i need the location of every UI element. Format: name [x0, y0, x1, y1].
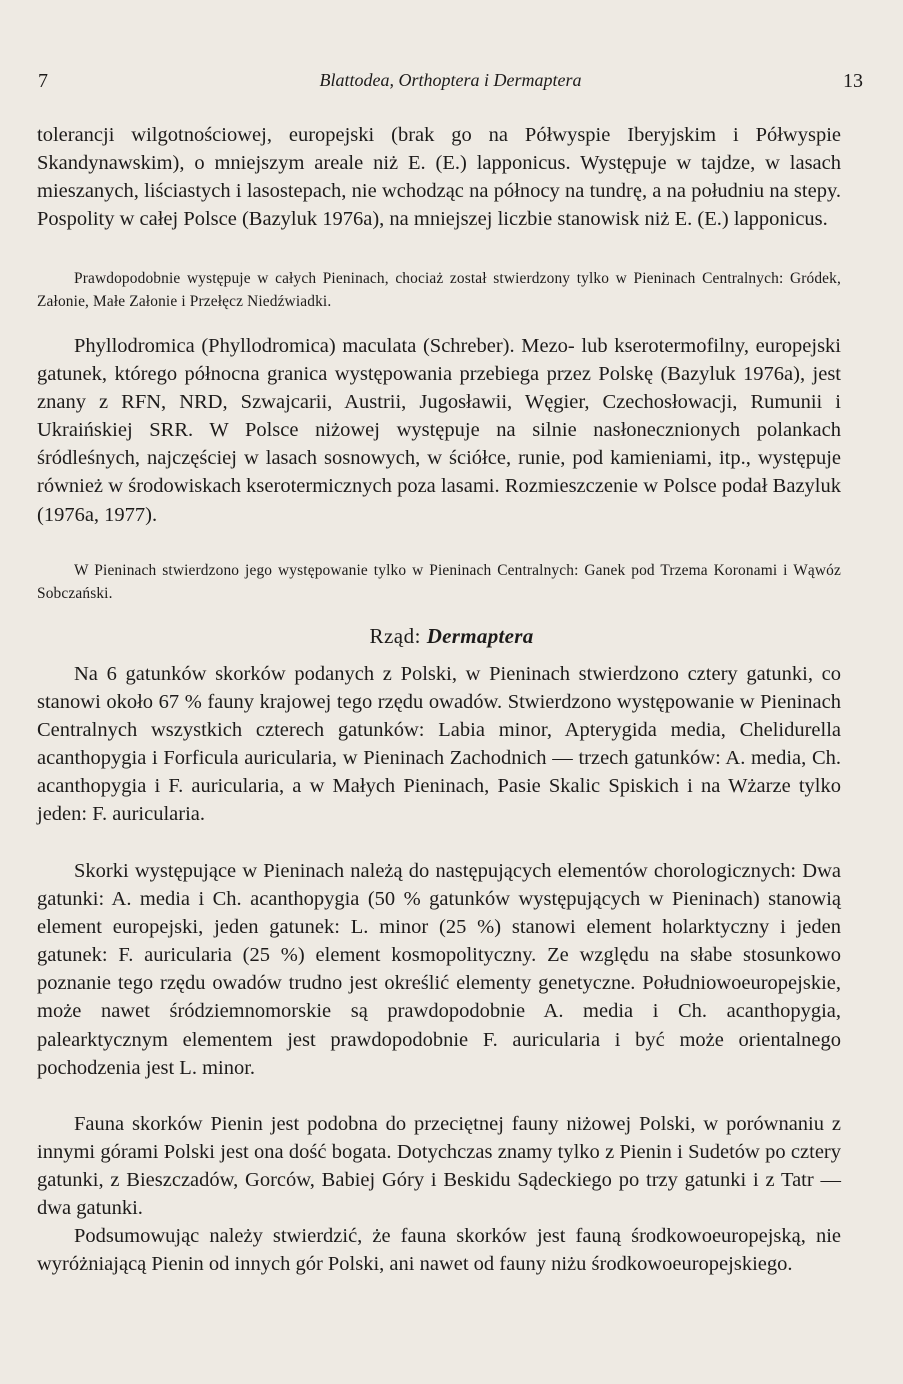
section-heading — [0, 624, 903, 649]
page-number-left: 7 — [38, 70, 48, 92]
paragraph-tolerance: tolerancji wilgotnościowej, europejski (brak go na Półwyspie Iberyjskim i Półwyspie Skandynawskim), o mniejszym areale niż E. (E.) lapponicus. Występuje w tajdze, w lasach mieszanych, liściastych i lasostepach, nie wchodząc na północy na tundrę, a na południu na stepy. Pospolity w całej Polsce (Bazyluk 1976a), na mniejszej liczbie stanowisk niż E. (E.) lapponicus. — [37, 124, 841, 231]
note-pieniny-occurrence-1: Prawdopodobnie występuje w całych Pieninach, chociaż został stwierdzony tylko w Pieninach Centralnych: Gródek, Załonie, Małe Załonie i Przełęcz Niedźwiadki. — [37, 270, 841, 310]
paragraph-dermaptera-species: Na 6 gatunków skorków podanych z Polski, w Pieninach stwierdzono cztery gatunki, co stanowi około 67 % fauny krajowej tego rzędu owadów. Stwierdzono występowanie w Pieninach Centralnych wszystkich czterech gatunków: Labia minor, Apterygida media, Chelidurella acanthopygia i Forficula auricularia, w Pieninach Zachodnich — trzech gatunków: A. media, Ch. acanthopygia i F. auricularia, a w Małych Pieninach, Pasie Skalic Spiskich i na Wżarze tylko jeden: F. auricularia. — [37, 663, 841, 826]
paragraph-phyllodromica: Phyllodromica (Phyllodromica) maculata (Schreber). Mezo- lub kserotermofilny, europejski gatunek, którego północna granica występowania przebiega przez Polskę (Bazyluk 1976a), jest znany z RFN, NRD, Szwajcarii, Austrii, Jugosławii, Węgier, Czechosłowacji, Rumunii i Ukraińskiej SRR. W Polsce niżowej występuje na silnie nasłonecznionych polankach śródleśnych, najczęściej w lasach sosnowych, w ściółce, runie, pod kamieniami, itp., występuje również w środowiskach kserotermicznych poza lasami. Rozmieszczenie w Polsce podał Bazyluk (1976a, 1977). — [37, 335, 841, 526]
note-pieniny-occurrence-2: W Pieninach stwierdzono jego występowanie tylko w Pieninach Centralnych: Ganek pod Trzema Koronami i Wąwóz Sobczański. — [37, 562, 841, 602]
section-heading-name: Dermaptera — [426, 624, 534, 648]
section-heading-prefix: Rząd: — [369, 624, 427, 648]
paragraph-summary: Podsumowując należy stwierdzić, że fauna skorków jest fauną środkowoeuropejską, nie wyróżniającą Pienin od innych gór Polski, ani nawet od fauny niżu środkowoeuropejskiego. — [37, 1225, 841, 1276]
paragraph-fauna-comparison: Fauna skorków Pienin jest podobna do przeciętnej fauny niżowej Polski, w porównaniu z innymi górami Polski jest ona dość bogata. Dotychczas znamy tylko z Pienin i Sudetów po cztery gatunki, z Bieszczadów, Gorców, Babiej Góry i Beskidu Sądeckiego po trzy gatunki i z Tatr — dwa gatunki. — [37, 1113, 841, 1220]
page-header — [38, 70, 863, 100]
page-number-right: 13 — [843, 70, 863, 92]
running-title: Blattodea, Orthoptera i Dermaptera — [319, 70, 582, 90]
paragraph-chorology: Skorki występujące w Pieninach należą do następujących elementów chorologicznych: Dwa gatunki: A. media i Ch. acanthopygia (50 % gatunków występujących w Pieninach) stanowią element europejski, jeden gatunek: L. minor (25 %) stanowi element holarktyczny i jeden gatunek: F. auricularia (25 %) element kosmopolityczny. Ze względu na słabe stosunkowo poznanie tego rzędu owadów trudno jest określić elementy genetyczne. Południowoeuropejskie, może nawet śródziemnomorskie są prawdopodobnie A. media i Ch. acanthopygia, palearktycznym elementem jest prawdopodobnie F. auricularia i być może orientalnego pochodzenia jest L. minor. — [37, 860, 841, 1079]
